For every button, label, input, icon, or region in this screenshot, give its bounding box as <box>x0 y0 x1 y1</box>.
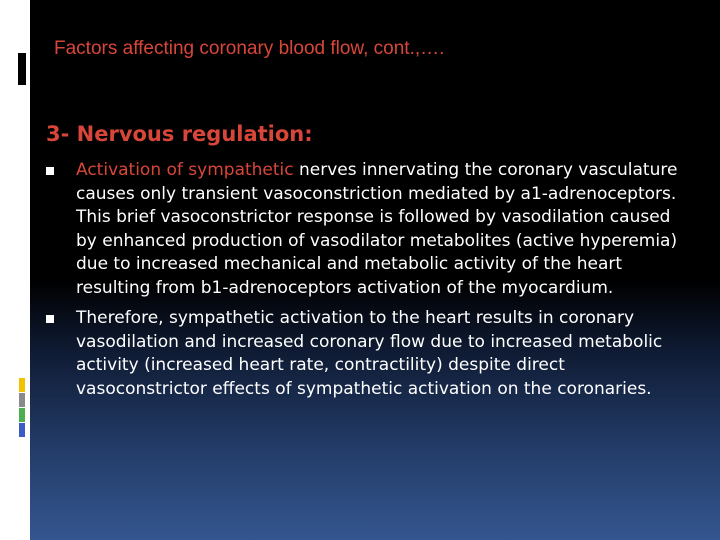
green-accent-bar <box>19 408 25 422</box>
gray-accent-bar <box>19 393 25 407</box>
blue-accent-bar <box>19 423 25 437</box>
bullet-item <box>46 159 682 300</box>
decorative-black-bar <box>18 53 26 85</box>
bullet-text: nerves innervating the coronary vasculature causes only transient vasoconstriction mediated by a1-adrenoceptors. This brief vasoconstrictor response is followed by vasodilation caused by enhanced production of vasodilator metabolites (active hyperemia) due to increased mechanical and metabolic activity of the heart resulting from b1-adrenoceptors activation of the myocardium. <box>76 160 678 298</box>
bullet-item <box>46 307 682 401</box>
square-bullet-icon <box>46 315 54 323</box>
left-decorative-strip <box>0 0 30 540</box>
yellow-accent-bar <box>19 378 25 392</box>
bullet-lead-text: Activation of sympathetic <box>76 160 294 180</box>
bullet-text: Therefore, sympathetic activation to the heart results in coronary vasodilation and increased coronary flow due to increased metabolic activity (increased heart rate, contractility) despite direct vasoconstrictor effects of sympathetic activation on the coronaries. <box>76 308 663 399</box>
slide-title: Factors affecting coronary blood flow, cont.,…. <box>54 38 445 59</box>
square-bullet-icon <box>46 167 54 175</box>
section-heading: 3- Nervous regulation: <box>46 122 313 146</box>
bullet-list <box>46 159 682 408</box>
